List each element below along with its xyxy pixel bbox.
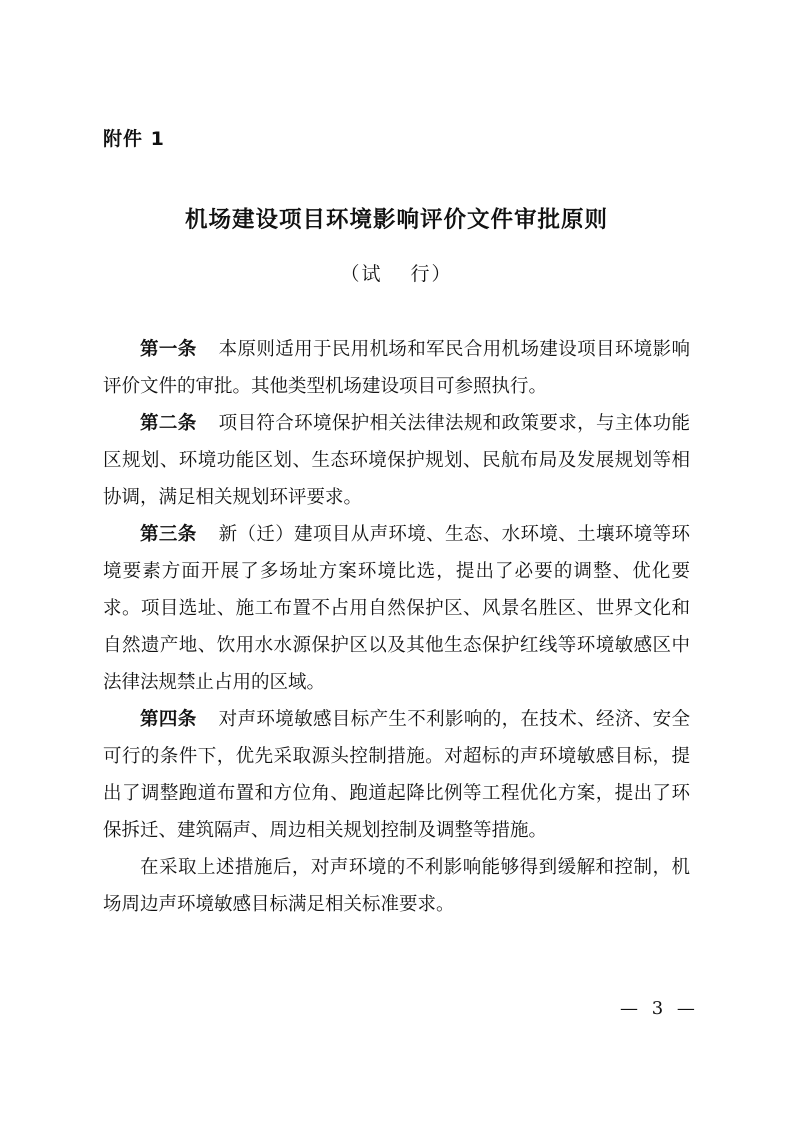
article-label: 第二条	[140, 413, 197, 434]
article-text: 本原则适用于民用机场和军民合用机场建设项目环境影响评价文件的审批。其他类型机场建设项目可参照执行。	[103, 339, 690, 397]
article-label: 第一条	[140, 339, 197, 360]
article-text: 新（迁）建项目从声环境、生态、水环境、土壤环境等环境要素方面开展了多场址方案环境比选，提出了必要的调整、优化要求。项目选址、施工布置不占用自然保护区、风景名胜区、世界文化和自然遗产地、饮用水水源保护区以及其他生态保护红线等环境敏感区中法律法规禁止占用的区域。	[103, 524, 690, 693]
article-2	[103, 405, 690, 516]
document-title: 机场建设项目环境影响评价文件审批原则	[184, 207, 608, 233]
article-4	[103, 701, 690, 849]
article-3	[103, 516, 690, 701]
document-body	[103, 331, 690, 923]
article-text: 对声环境敏感目标产生不利影响的，在技术、经济、安全可行的条件下，优先采取源头控制措施。对超标的声环境敏感目标，提出了调整跑道布置和方位角、跑道起降比例等工程优化方案，提出了环保拆迁、建筑隔声、周边相关规划控制及调整等措施。	[103, 709, 690, 841]
continuation-paragraph: 在采取上述措施后，对声环境的不利影响能够得到缓解和控制，机场周边声环境敏感目标满足相关标准要求。	[103, 857, 690, 915]
document-subtitle: （试 行）	[340, 263, 453, 285]
article-label: 第四条	[140, 709, 197, 730]
page-number: — 3 —	[620, 998, 699, 1019]
attachment-label: 附件 1	[103, 128, 165, 150]
article-text: 项目符合环境保护相关法律法规和政策要求，与主体功能区规划、环境功能区划、生态环境保护规划、民航布局及发展规划等相协调，满足相关规划环评要求。	[103, 413, 690, 508]
article-label: 第三条	[140, 524, 197, 545]
article-1	[103, 331, 690, 405]
